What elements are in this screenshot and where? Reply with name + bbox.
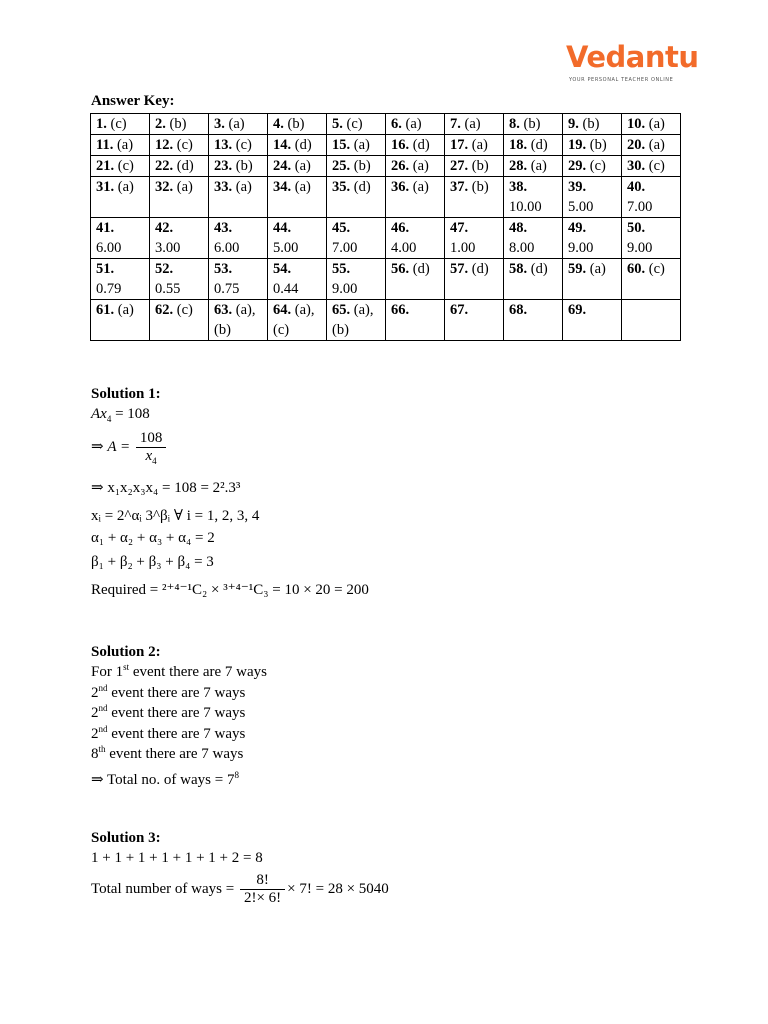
answer-cell [622,218,681,259]
question-number: 23. [214,158,233,174]
answer-value: (b) [169,116,187,132]
answer-value: 7.00 [627,199,653,215]
question-number: 16. [391,137,410,153]
answer-value: (c) [589,158,606,174]
answer-value: 0.75 [214,281,240,297]
question-number: 31. [96,179,115,195]
question-number: 35. [332,179,351,195]
answer-cell [327,177,386,218]
question-number: 52. [155,261,174,277]
question-number: 14. [273,137,292,153]
answer-value: (a) [353,137,370,153]
answer-cell [622,177,681,218]
question-number: 60. [627,261,646,277]
answer-cell [563,218,622,259]
answer-cell [150,218,209,259]
answer-cell [91,218,150,259]
answer-value: 5.00 [568,199,594,215]
logo-tagline: YOUR PERSONAL TEACHER ONLINE [569,77,674,83]
answer-value: (c) [176,137,193,153]
answer-cell [563,177,622,218]
answer-value: (a), (b) [332,302,374,338]
solution-3-heading: Solution 3: [91,830,161,846]
solution-1-equation-2: ⇒ A = $\frac{108}{x_4}$ [91,430,168,465]
question-number: 12. [155,137,174,153]
question-number: 49. [568,220,587,236]
answer-cell [209,156,268,177]
answer-cell [386,156,445,177]
answer-row [91,156,681,177]
question-number: 36. [391,179,410,195]
question-number: 17. [450,137,469,153]
answer-cell [563,114,622,135]
question-number: 54. [273,261,292,277]
answer-cell [91,114,150,135]
question-number: 4. [273,116,284,132]
question-number: 22. [155,158,174,174]
question-number: 57. [450,261,469,277]
question-number: 25. [332,158,351,174]
answer-row [91,259,681,300]
answer-value: (c) [235,137,252,153]
answer-value: (c) [176,302,193,318]
answer-cell [445,177,504,218]
answer-cell [563,259,622,300]
answer-cell [386,135,445,156]
question-number: 3. [214,116,225,132]
answer-value: (d) [530,261,548,277]
question-number: 5. [332,116,343,132]
answer-value: (b) [235,158,253,174]
answer-value: (a) [648,116,665,132]
answer-cell [268,218,327,259]
answer-value: (a) [412,179,429,195]
answer-cell [445,156,504,177]
answer-value: (a) [530,158,547,174]
question-number: 50. [627,220,646,236]
answer-value: (c) [648,261,665,277]
answer-cell [91,300,150,341]
answer-value: (a) [117,179,134,195]
answer-cell [622,135,681,156]
logo-wordmark: Vedantu [566,40,699,74]
solution-2-total: ⇒ Total no. of ways = $7^8$ [91,770,239,788]
answer-cell [504,135,563,156]
solution-1-equation-5: α₁ + α₂ + α₃ + α₄ = 2 [91,530,215,546]
answer-cell [504,259,563,300]
question-number: 13. [214,137,233,153]
answer-value: (d) [412,261,430,277]
answer-value: 8.00 [509,240,535,256]
answer-value: (a) [589,261,606,277]
question-number: 48. [509,220,528,236]
question-number: 68. [509,302,528,318]
answer-cell [150,156,209,177]
answer-cell [445,218,504,259]
answer-cell [268,259,327,300]
answer-value: (b) [589,137,607,153]
question-number: 29. [568,158,587,174]
answer-value: (c) [648,158,665,174]
solution-3-equation-2: Total number of ways = $\frac{8!}{2!\times 6!}$ × 7! = 28 × 5040 [91,872,389,906]
answer-cell [504,300,563,341]
answer-value: (c) [117,158,134,174]
answer-value: 6.00 [96,240,122,256]
answer-value: 7.00 [332,240,358,256]
question-number: 15. [332,137,351,153]
question-number: 38. [509,179,528,195]
answer-value: (a) [228,116,245,132]
solution-1-required: Required = ²⁺⁴⁻¹C₂ × ³⁺⁴⁻¹C₃ = 10 × 20 = 200 [91,582,369,598]
question-number: 27. [450,158,469,174]
answer-value: (a), (c) [273,302,315,338]
answer-value: 9.00 [627,240,653,256]
solution-1-equation-4: xᵢ = 2^αᵢ 3^βᵢ ∀ i = 1, 2, 3, 4 [91,508,260,524]
answer-cell [386,300,445,341]
answer-cell [209,135,268,156]
answer-value: (d) [294,137,312,153]
answer-value: (a) [294,179,311,195]
question-number: 24. [273,158,292,174]
solution-2-heading: Solution 2: [91,644,161,660]
answer-value: (c) [110,116,127,132]
fraction: $\frac{108}{x_4}$ [136,430,167,465]
answer-cell [445,259,504,300]
question-number: 61. [96,302,115,318]
answer-cell [268,300,327,341]
answer-key-table [90,113,681,341]
answer-cell [91,177,150,218]
question-number: 62. [155,302,174,318]
answer-cell [563,300,622,341]
answer-value: (b) [471,179,489,195]
answer-cell [327,114,386,135]
answer-value: 9.00 [568,240,594,256]
answer-value: 0.44 [273,281,299,297]
question-number: 59. [568,261,587,277]
answer-cell [386,177,445,218]
question-number: 18. [509,137,528,153]
answer-value: (a) [471,137,488,153]
question-number: 53. [214,261,233,277]
answer-row [91,177,681,218]
answer-cell [445,300,504,341]
answer-value: (c) [346,116,363,132]
question-number: 67. [450,302,469,318]
answer-row [91,218,681,259]
answer-cell [622,259,681,300]
solution-2-line: 2nd event there are 7 ways [91,723,246,742]
question-number: 65. [332,302,351,318]
answer-cell [386,114,445,135]
answer-cell [563,156,622,177]
question-number: 26. [391,158,410,174]
answer-cell [150,177,209,218]
question-number: 34. [273,179,292,195]
answer-value: (a) [235,179,252,195]
answer-value: (b) [582,116,600,132]
question-number: 11. [96,137,114,153]
question-number: 33. [214,179,233,195]
answer-value: 10.00 [509,199,542,215]
answer-value: (a) [464,116,481,132]
answer-cell [622,114,681,135]
question-number: 40. [627,179,646,195]
answer-value: 0.79 [96,281,122,297]
answer-cell [327,156,386,177]
question-number: 55. [332,261,351,277]
answer-value: (a) [116,137,134,153]
question-number: 7. [450,116,461,132]
answer-cell [150,259,209,300]
answer-value: (d) [353,179,371,195]
question-number: 6. [391,116,402,132]
answer-cell [563,135,622,156]
answer-cell [209,259,268,300]
solution-1-equation-6: β₁ + β₂ + β₃ + β₄ = 3 [91,554,214,570]
answer-value: (d) [471,261,489,277]
answer-cell [504,114,563,135]
answer-cell [209,114,268,135]
answer-value: 3.00 [155,240,181,256]
question-number: 20. [627,137,646,153]
question-number: 43. [214,220,233,236]
vedantu-logo [562,40,699,86]
answer-cell [268,114,327,135]
question-number: 45. [332,220,351,236]
solution-2-line: 2nd event there are 7 ways [91,703,246,721]
answer-value: (d) [412,137,430,153]
answer-cell [622,156,681,177]
answer-cell [150,135,209,156]
answer-value: 9.00 [332,281,358,297]
answer-cell [209,177,268,218]
question-number: 8. [509,116,520,132]
answer-value: 6.00 [214,240,240,256]
answer-row [91,135,681,156]
answer-value: (a), (b) [214,302,256,338]
solution-2-line: For 1st event there are 7 ways [91,662,267,680]
question-number: 41. [96,220,115,236]
answer-cell [622,300,681,341]
solution-1-equation-1: $Ax_4 = 108$ [91,406,150,424]
question-number: 56. [391,261,410,277]
question-number: 21. [96,158,115,174]
answer-cell [150,300,209,341]
answer-cell [268,177,327,218]
question-number: 58. [509,261,528,277]
answer-cell [91,156,150,177]
answer-cell [150,114,209,135]
answer-cell [386,259,445,300]
answer-row [91,114,681,135]
fraction: $\frac{8!}{2!\times 6!}$ [240,872,285,907]
answer-cell [504,218,563,259]
solution-2-line: 2nd event there are 7 ways [91,682,246,701]
answer-value: (a) [405,116,422,132]
solution-1-equation-3: ⇒ x₁x₂x₃x₄ = 108 = 2².3³ [91,480,241,496]
answer-value: (a) [412,158,429,174]
answer-cell [445,114,504,135]
answer-value: (a) [648,137,665,153]
question-number: 10. [627,116,646,132]
answer-cell [504,177,563,218]
answer-value: (d) [530,137,548,153]
question-number: 47. [450,220,469,236]
question-number: 2. [155,116,166,132]
answer-cell [268,156,327,177]
answer-cell [445,135,504,156]
answer-value: (b) [287,116,305,132]
answer-value: (d) [176,158,194,174]
question-number: 1. [96,116,107,132]
answer-value: (a) [176,179,193,195]
answer-value: (b) [353,158,371,174]
answer-cell [268,135,327,156]
answer-cell [327,259,386,300]
solution-1-heading: Solution 1: [91,386,161,402]
answer-value: (b) [471,158,489,174]
answer-value: 5.00 [273,240,299,256]
answer-value: 0.55 [155,281,181,297]
answer-cell [504,156,563,177]
answer-cell [91,135,150,156]
answer-value: (a) [294,158,311,174]
question-number: 19. [568,137,587,153]
answer-cell [209,218,268,259]
question-number: 32. [155,179,174,195]
answer-value: 4.00 [391,240,417,256]
solution-2-line: 8th event there are 7 ways [91,744,244,762]
question-number: 42. [155,220,174,236]
answer-cell [327,300,386,341]
question-number: 37. [450,179,469,195]
answer-value: 1.00 [450,240,476,256]
answer-cell [327,135,386,156]
question-number: 44. [273,220,292,236]
answer-value: (a) [117,302,134,318]
question-number: 69. [568,302,587,318]
question-number: 64. [273,302,292,318]
question-number: 63. [214,302,233,318]
question-number: 46. [391,220,410,236]
solution-3-equation-1: 1 + 1 + 1 + 1 + 1 + 1 + 2 = 8 [91,850,263,866]
question-number: 51. [96,261,115,277]
answer-cell [327,218,386,259]
answer-cell [386,218,445,259]
answer-cell [91,259,150,300]
answer-row [91,300,681,341]
question-number: 30. [627,158,646,174]
question-number: 39. [568,179,587,195]
question-number: 28. [509,158,528,174]
answer-cell [209,300,268,341]
question-number: 9. [568,116,579,132]
answer-value: (b) [523,116,541,132]
question-number: 66. [391,302,410,318]
answer-key-heading: Answer Key: [91,93,175,109]
